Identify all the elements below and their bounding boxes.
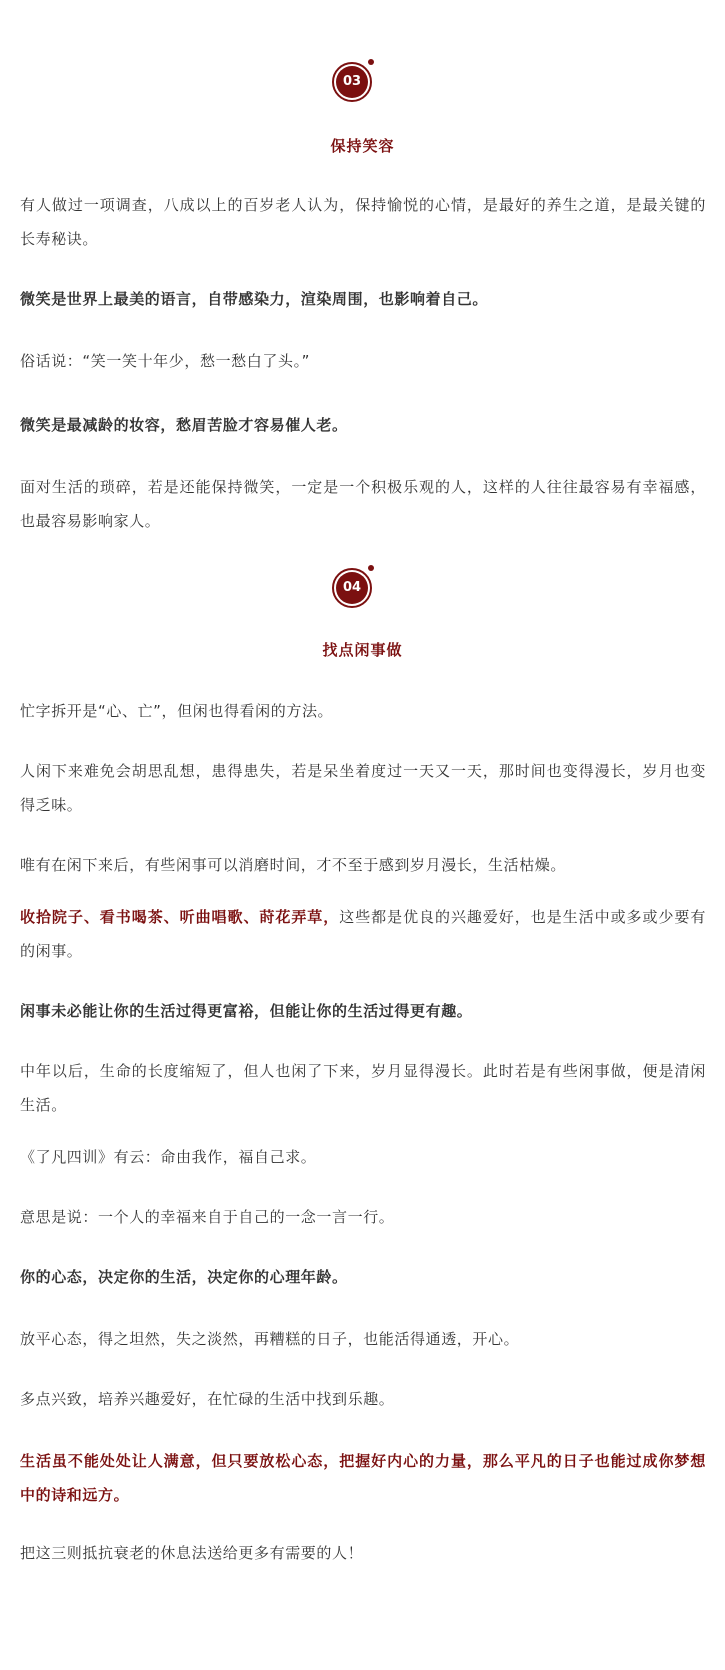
section-number-badge [332, 568, 376, 612]
paragraph: 放平心态，得之坦然，失之淡然，再糟糕的日子，也能活得通透，开心。 [20, 1330, 520, 1348]
badge-dot [368, 59, 374, 65]
bold-paragraph: 微笑是世界上最美的语言，自带感染力，渲染周围，也影响着自己。 [20, 290, 489, 308]
bold-paragraph: 你的心态，决定你的生活，决定你的心理年龄。 [20, 1268, 348, 1286]
highlighted-paragraph: 生活虽不能处处让人满意，但只要放松心态，把握好内心的力量，那么平凡的日子也能过成你梦想中的诗和远方。 [20, 1452, 706, 1504]
paragraph: 人闲下来难免会胡思乱想，患得患失，若是呆坐着度过一天又一天，那时间也变得漫长，岁月也变得乏味。 [20, 762, 706, 814]
paragraph [20, 900, 706, 968]
paragraph: 意思是说：一个人的幸福来自于自己的一念一言一行。 [20, 1208, 395, 1226]
section-title: 找点闲事做 [322, 641, 403, 659]
section-number: 04 [336, 572, 368, 604]
section-title: 保持笑容 [330, 137, 395, 155]
paragraph: 忙字拆开是“心、亡”，但闲也得看闲的方法。 [20, 702, 334, 720]
paragraph: 多点兴致，培养兴趣爱好，在忙碌的生活中找到乐趣。 [20, 1390, 395, 1408]
paragraph: 中年以后，生命的长度缩短了，但人也闲了下来，岁月显得漫长。此时若是有些闲事做，便是清闲生活。 [20, 1062, 706, 1114]
badge-dot [368, 565, 374, 571]
paragraph-text: 这些都是优良的兴趣爱好，也是生活中或多或少要有的闲事。 [20, 908, 706, 960]
paragraph: 《了凡四训》有云：命由我作，福自己求。 [20, 1148, 317, 1166]
paragraph: 俗话说：“笑一笑十年少，愁一愁白了头。” [20, 352, 311, 370]
bold-paragraph: 闲事未必能让你的生活过得更富裕，但能让你的生活过得更有趣。 [20, 1002, 473, 1020]
section-number: 03 [336, 66, 368, 98]
bold-paragraph: 微笑是最减龄的妆容，愁眉苦脸才容易催人老。 [20, 416, 348, 434]
paragraph: 有人做过一项调查，八成以上的百岁老人认为，保持愉悦的心情，是最好的养生之道，是最关键的长寿秘诀。 [20, 196, 706, 248]
section-number-badge [332, 62, 376, 106]
paragraph: 唯有在闲下来后，有些闲事可以消磨时间，才不至于感到岁月漫长，生活枯燥。 [20, 856, 567, 874]
paragraph: 面对生活的琐碎，若是还能保持微笑，一定是一个积极乐观的人，这样的人往往最容易有幸福感，也最容易影响家人。 [20, 478, 706, 530]
closing-paragraph: 把这三则抵抗衰老的休息法送给更多有需要的人！ [20, 1544, 364, 1562]
highlighted-phrase: 收拾院子、看书喝茶、听曲唱歌、莳花弄草， [20, 908, 340, 926]
